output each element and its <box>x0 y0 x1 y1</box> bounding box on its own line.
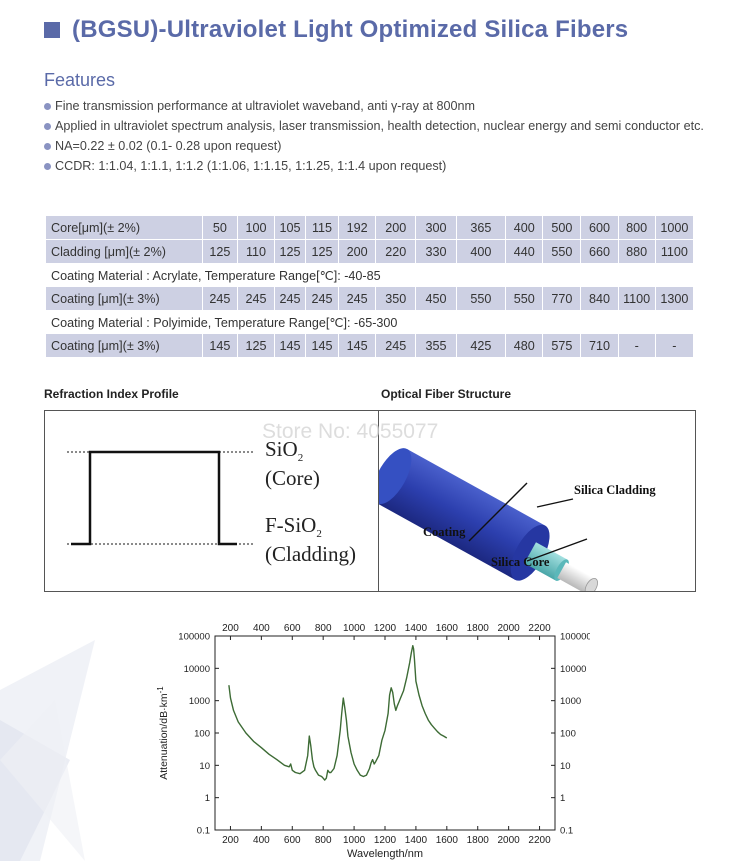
y-tick-label-left: 1000 <box>188 696 210 708</box>
feature-item <box>44 136 704 156</box>
attenuation-series-line <box>229 646 447 780</box>
x-tick-label-top: 1200 <box>373 623 397 634</box>
table-cell: 200 <box>376 216 416 240</box>
x-tick-label-top: 2200 <box>528 623 551 634</box>
table-cell: 145 <box>203 334 238 358</box>
row-label: Cladding [μm](± 2%) <box>46 240 203 264</box>
spec-table <box>46 216 694 358</box>
table-cell: 105 <box>275 216 306 240</box>
x-tick-label-bottom: 2000 <box>497 835 520 846</box>
y-tick-label-left: 0.1 <box>196 825 210 837</box>
refraction-heading: Refraction Index Profile <box>44 387 179 401</box>
cladding-leader-line <box>537 499 573 507</box>
x-tick-label-bottom: 1000 <box>342 835 366 846</box>
y-tick-label-left: 100 <box>194 728 210 740</box>
core-name-label: (Core) <box>265 466 320 490</box>
bullet-icon <box>44 103 51 110</box>
features-heading: Features <box>44 70 116 90</box>
table-cell: 245 <box>306 287 339 311</box>
x-tick-label-top: 800 <box>314 623 332 634</box>
x-tick-label-top: 1400 <box>404 623 428 634</box>
table-cell: 192 <box>339 216 376 240</box>
table-cell: 660 <box>581 240 618 264</box>
x-tick-label-bottom: 600 <box>283 835 301 846</box>
y-tick-label-right: 10 <box>560 760 571 772</box>
x-tick-label-bottom: 1600 <box>435 835 458 846</box>
table-cell: 245 <box>275 287 306 311</box>
table-cell: 550 <box>506 287 543 311</box>
core-row <box>46 216 694 240</box>
table-cell: 245 <box>203 287 238 311</box>
table-cell: 125 <box>203 240 238 264</box>
feature-text: Applied in ultraviolet spectrum analysis, laser transmission, health detection, nuclear energy and semi conductor etc. <box>55 119 704 133</box>
feature-item <box>44 156 704 176</box>
y-tick-label-right: 10000 <box>560 663 587 675</box>
table-cell: - <box>656 334 694 358</box>
index-profile-line <box>71 452 237 544</box>
table-cell: 400 <box>506 216 543 240</box>
y-tick-label-left: 10 <box>199 760 210 772</box>
table-cell: 1300 <box>656 287 694 311</box>
table-cell: 125 <box>275 240 306 264</box>
table-cell: 425 <box>457 334 507 358</box>
attenuation-chart <box>150 614 590 861</box>
feature-item <box>44 116 704 136</box>
table-cell: 200 <box>339 240 376 264</box>
table-cell: 145 <box>275 334 306 358</box>
table-cell: 145 <box>339 334 376 358</box>
cladding-material-label: F-SiO$_2$ <box>265 513 322 541</box>
store-watermark: Store No: 4055077 <box>262 420 439 443</box>
table-cell: 1100 <box>619 287 656 311</box>
table-cell: 550 <box>457 287 507 311</box>
x-tick-label-bottom: 200 <box>222 835 239 846</box>
table-cell: 1100 <box>656 240 694 264</box>
table-cell: 500 <box>543 216 581 240</box>
y-tick-label-right: 0.1 <box>560 825 574 837</box>
y-tick-label-right: 1 <box>560 793 566 805</box>
table-cell: 880 <box>619 240 656 264</box>
table-cell: 550 <box>543 240 581 264</box>
plot-frame <box>215 636 555 830</box>
cladding-name-label: (Cladding) <box>265 542 356 566</box>
table-cell: 300 <box>416 216 456 240</box>
table-cell: 125 <box>238 334 275 358</box>
table-cell: 145 <box>306 334 339 358</box>
table-cell: 365 <box>457 216 507 240</box>
row-label: Coating [μm](± 3%) <box>46 334 203 358</box>
silica-core-label: Silica Core <box>491 555 550 569</box>
table-cell: 710 <box>581 334 618 358</box>
table-cell: 400 <box>457 240 507 264</box>
polyimide-coating-row <box>46 334 694 358</box>
chart-svg <box>150 614 590 861</box>
y-tick-label-left: 10000 <box>183 663 210 675</box>
table-note: Coating Material : Acrylate, Temperature Range[℃]: -40-85 <box>46 264 694 287</box>
bullet-icon <box>44 163 51 170</box>
table-cell: 125 <box>306 240 339 264</box>
coating-label: Coating <box>423 525 466 539</box>
title-row <box>44 16 628 44</box>
bullet-icon <box>44 123 51 130</box>
acrylate-note-row <box>46 264 694 287</box>
table-cell: 110 <box>238 240 275 264</box>
y-tick-label-right: 1000 <box>560 696 582 708</box>
table-cell: 440 <box>506 240 543 264</box>
x-tick-label-bottom: 2200 <box>528 835 551 846</box>
feature-text: CCDR: 1:1.04, 1:1.1, 1:1.2 (1:1.06, 1:1.15, 1:1.25, 1:1.4 upon request) <box>55 159 447 173</box>
table-cell: - <box>619 334 656 358</box>
x-tick-label-top: 1800 <box>466 623 489 634</box>
table-cell: 100 <box>238 216 275 240</box>
table-cell: 1000 <box>656 216 694 240</box>
features-list <box>44 96 704 176</box>
y-tick-label-left: 1 <box>204 793 210 805</box>
table-cell: 115 <box>306 216 339 240</box>
cladding-row <box>46 240 694 264</box>
table-cell: 575 <box>543 334 581 358</box>
table-cell: 355 <box>416 334 456 358</box>
silica-cladding-label: Silica Cladding <box>574 483 656 497</box>
x-tick-label-top: 200 <box>222 623 239 634</box>
table-cell: 600 <box>581 216 618 240</box>
x-tick-label-top: 1600 <box>435 623 458 634</box>
x-tick-label-top: 1000 <box>342 623 366 634</box>
table-cell: 350 <box>376 287 416 311</box>
x-tick-label-bottom: 1400 <box>404 835 428 846</box>
polyimide-note-row <box>46 311 694 334</box>
table-cell: 245 <box>339 287 376 311</box>
table-cell: 245 <box>238 287 275 311</box>
x-tick-label-bottom: 800 <box>314 835 332 846</box>
acrylate-coating-row <box>46 287 694 311</box>
x-tick-label-top: 600 <box>283 623 301 634</box>
table-cell: 480 <box>506 334 543 358</box>
table-cell: 770 <box>543 287 581 311</box>
page-title: (BGSU)-Ultraviolet Light Optimized Silica Fibers <box>72 16 629 43</box>
structure-heading: Optical Fiber Structure <box>381 387 512 401</box>
table-cell: 450 <box>416 287 456 311</box>
x-tick-label-bottom: 400 <box>253 835 270 846</box>
title-bullet-icon <box>44 22 60 38</box>
feature-text: NA=0.22 ± 0.02 (0.1- 0.28 upon request) <box>55 139 282 153</box>
feature-item <box>44 96 704 116</box>
bullet-icon <box>44 143 51 150</box>
x-axis-label: Wavelength/nm <box>346 848 424 860</box>
y-tick-label-right: 100000 <box>560 631 590 643</box>
x-tick-label-bottom: 1800 <box>466 835 489 846</box>
table-cell: 840 <box>581 287 618 311</box>
table-cell: 220 <box>376 240 416 264</box>
table-cell: 245 <box>376 334 416 358</box>
x-tick-label-top: 2000 <box>497 623 520 634</box>
row-label: Core[μm](± 2%) <box>46 216 203 240</box>
row-label: Coating [μm](± 3%) <box>46 287 203 311</box>
y-axis-label: Attenuation/$dB\cdot km^{-1}$ <box>156 686 170 780</box>
y-tick-label-right: 100 <box>560 728 576 740</box>
x-tick-label-top: 400 <box>253 623 270 634</box>
table-cell: 50 <box>203 216 238 240</box>
x-tick-label-bottom: 1200 <box>373 835 397 846</box>
table-note: Coating Material : Polyimide, Temperature Range[℃]: -65-300 <box>46 311 694 334</box>
table-cell: 800 <box>619 216 656 240</box>
table-cell: 330 <box>416 240 456 264</box>
feature-text: Fine transmission performance at ultraviolet waveband, anti γ-ray at 800nm <box>55 99 475 113</box>
y-tick-label-left: 100000 <box>178 631 210 643</box>
core-material-label: SiO$_2$ <box>265 437 304 465</box>
